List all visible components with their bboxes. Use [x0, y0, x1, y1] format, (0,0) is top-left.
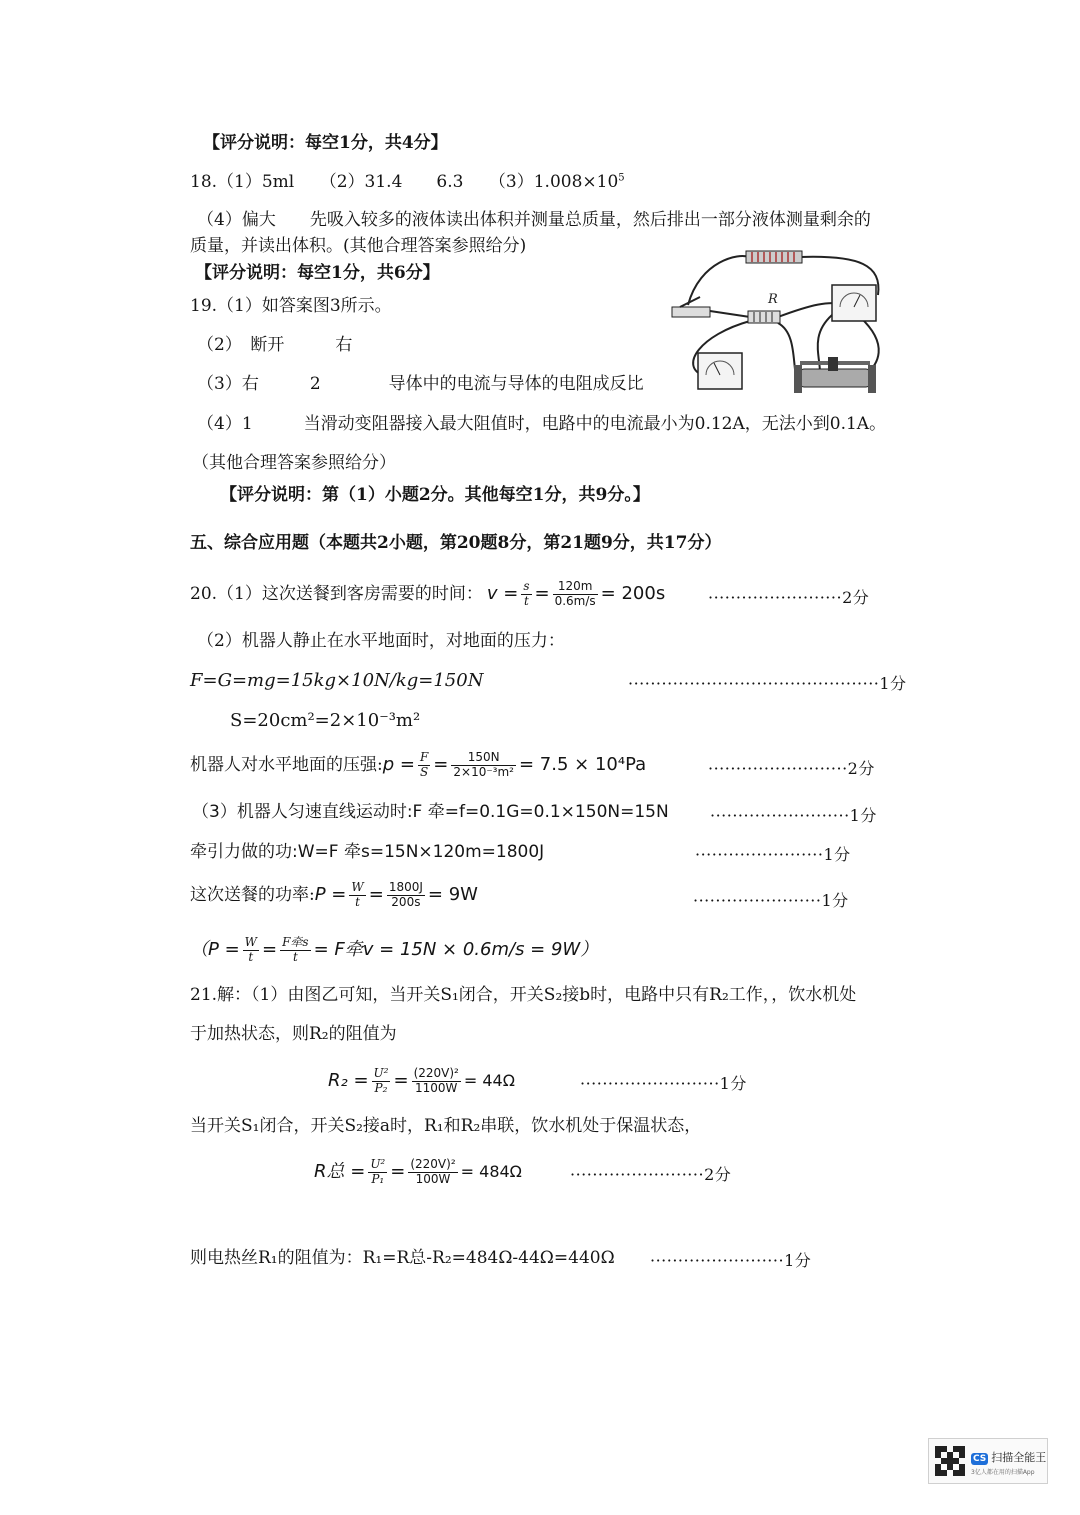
q20-part1 [190, 576, 665, 612]
stamp-text [971, 1446, 1046, 1476]
q21-r2-marks: ·························1分 [580, 1074, 747, 1093]
q20-part2-pressure-marks: ·························2分 [708, 759, 875, 778]
q20-part2-pressure-text: 机器人对水平地面的压强: [190, 754, 383, 775]
q21-rtotal-frac-u-p [368, 1158, 387, 1185]
q20-part1-marks: ························2分 [708, 588, 870, 607]
q20-part2-force-marks: ·············································1分 [628, 674, 907, 693]
q20-part3-power-text: 这次送餐的功率: [190, 884, 315, 905]
frac-denominator: t [292, 949, 298, 964]
frac-denominator: S [420, 764, 429, 779]
q21-line-c: 当开关S₁闭合，开关S₂接a时，R₁和R₂串联，饮水机处于保温状态， [190, 1116, 702, 1136]
frac-numerator: (220V)² [410, 1157, 456, 1172]
frac-denominator: 200s [391, 894, 421, 909]
q19-other: （其他合理答案参照给分） [192, 453, 396, 473]
q19-answer-2: （2） 断开 右 [197, 335, 353, 355]
section-5-heading: 五、综合应用题（本题共2小题，第20题8分，第21题9分，共17分） [190, 533, 722, 553]
q21-r1-marks: ························1分 [650, 1251, 812, 1270]
q20-part2-text: （2）机器人静止在水平地面时，对地面的压力： [197, 631, 565, 651]
frac-denominator: 0.6m/s [554, 593, 596, 608]
ammeter [832, 285, 876, 321]
q21-line-b: 于加热状态，则R₂的阻值为 [190, 1024, 397, 1044]
voltmeter [698, 353, 742, 389]
q19-answer-1: 19.（1）如答案图3所示。 [190, 296, 392, 316]
q20-part1-text: 20.（1）这次送餐到客房需要的时间： [190, 583, 483, 604]
frac-denominator: P₁ [371, 1171, 385, 1186]
stamp-subtitle: 3亿人都在用的扫描App [971, 1469, 1035, 1476]
equals-sign: = [433, 754, 449, 776]
frac-denominator: P₂ [374, 1080, 388, 1095]
q20-part3-frac-w-t [349, 881, 365, 908]
frac-numerator: F [419, 750, 429, 765]
cs-logo-icon: CS [973, 1454, 987, 1464]
q18-exponent: 5 [618, 172, 625, 184]
q19-answer-4: （4）1 当滑动变阻器接入最大阻值时，电路中的电流最小为0.12A，无法小到0.1A。 [197, 414, 887, 434]
frac-numerator: 120m [553, 580, 598, 594]
frac-denominator: t [355, 894, 360, 909]
frac-numerator: s [523, 579, 530, 594]
q20-part2-pressure-result: = 7.5 × 10⁴Pa [519, 754, 647, 776]
q18-text: 18.（1）5ml （2）31.4 6.3 （3）1.008×10 [190, 172, 619, 192]
q21-rtotal-marks: ························2分 [570, 1165, 732, 1184]
q21-r2-result: = 44Ω [463, 1071, 515, 1091]
camscanner-watermark [928, 1438, 1048, 1484]
q20-part1-lhs: v = [486, 583, 519, 605]
frac-denominator: t [248, 949, 254, 964]
qr-code-icon [935, 1446, 965, 1476]
q20-part3-power-result: = 9W [427, 884, 478, 906]
frac-numerator: (220V)² [413, 1066, 459, 1081]
rheostat-end-right [868, 365, 876, 393]
frac-numerator: 1800J [388, 880, 423, 895]
q20-part3-work: 牵引力做的功:W=F 牵s=15N×120m=1800J [190, 842, 545, 862]
q20-part3-alt-frac-w-t [243, 936, 259, 963]
q20-part3-work-marks: ·······················1分 [695, 845, 851, 864]
q20-part1-frac-values [553, 580, 598, 607]
q21-r2-lhs: R₂ = [328, 1070, 369, 1092]
frac-denominator: 100W [415, 1171, 451, 1186]
stamp-title: 扫描全能王 [991, 1451, 1047, 1464]
equals-sign: = [262, 939, 278, 961]
resistor-label: R [768, 292, 778, 307]
frac-denominator: 2×10⁻³m² [453, 764, 514, 779]
q18-answer-4b: 质量，并读出体积。(其他合理答案参照给分) [190, 236, 527, 256]
q21-line-d: 则电热丝R₁的阻值为：R₁=R总-R₂=484Ω-44Ω=440Ω [190, 1248, 615, 1268]
q21-rtotal-lhs: R总 = [314, 1161, 366, 1183]
frac-numerator: F牵s [282, 935, 309, 950]
q20-part3-alt-lhs: （P = [190, 939, 240, 961]
q21-line-a: 21.解：（1）由图乙可知，当开关S₁闭合，开关S₂接b时，电路中只有R₂工作，，饮水机处 [190, 985, 857, 1005]
circuit-diagram [660, 245, 890, 405]
rheostat-end-left [794, 365, 802, 393]
q21-rtotal-equation [314, 1153, 522, 1191]
q20-part3-force: （3）机器人匀速直线运动时:F 牵=f=0.1G=0.1×150N=15N [192, 802, 669, 822]
q21-r2-frac-values [412, 1067, 461, 1094]
frac-numerator: 150N [451, 751, 516, 765]
q20-part3-alt [190, 928, 598, 972]
q20-part2-pressure [190, 746, 646, 784]
q20-part1-frac-s-t [521, 580, 531, 607]
q20-part2-frac-f-s [418, 751, 430, 778]
frac-denominator: t [524, 593, 529, 608]
frac-numerator: U² [370, 1157, 386, 1172]
rheostat-slider [828, 357, 838, 371]
q20-part3-power-marks: ·······················1分 [693, 891, 849, 910]
q21-r2-equation [328, 1062, 515, 1100]
frac-denominator: 1100W [415, 1080, 458, 1095]
switch [672, 307, 710, 317]
q20-part3-power [190, 876, 478, 914]
equals-sign: = [368, 884, 384, 906]
wire [710, 311, 750, 317]
resistor-r [748, 311, 780, 323]
q20-part2-area: S=20cm²=2×10⁻³m² [230, 710, 421, 731]
q21-rtotal-result: = 484Ω [460, 1162, 522, 1182]
score-note-2: 【评分说明：每空1分，共6分】 [195, 263, 440, 283]
frac-numerator: W [351, 880, 364, 895]
q20-part3-power-lhs: P = [314, 884, 347, 906]
equals-sign: = [390, 1161, 406, 1183]
q18-answer-4a: （4）偏大 先吸入较多的液体读出体积并测量总质量，然后排出一部分液体测量剩余的 [197, 210, 871, 230]
q20-part3-frac-values [387, 881, 425, 908]
q20-part3-alt-frac-fs-t [280, 936, 311, 963]
score-note-3: 【评分说明：第（1）小题2分。其他每空1分，共9分。】 [220, 485, 650, 505]
q20-part2-pressure-lhs: p = [382, 754, 415, 776]
q20-part1-result: = 200s [600, 583, 666, 605]
q20-part3-force-marks: ·························1分 [710, 806, 877, 825]
frac-numerator: W [244, 935, 258, 950]
score-note-1: 【评分说明：每空1分，共4分】 [203, 133, 448, 153]
q21-r2-frac-u-p [372, 1067, 391, 1094]
equals-sign: = [393, 1070, 409, 1092]
q20-part2-frac-values [451, 751, 516, 778]
q21-rtotal-frac-values [408, 1158, 457, 1185]
q20-part2-force: F=G=mg=15kg×10N/kg=150N [190, 670, 484, 691]
sliding-rheostat [800, 369, 870, 387]
equals-sign: = [534, 583, 550, 605]
q20-part3-alt-rhs: = F牵v = 15N × 0.6m/s = 9W） [313, 939, 599, 961]
q18-answer-1 [190, 172, 625, 192]
frac-numerator: U² [373, 1066, 389, 1081]
q19-answer-3: （3）右 2 导体中的电流与导体的电阻成反比 [197, 374, 644, 394]
